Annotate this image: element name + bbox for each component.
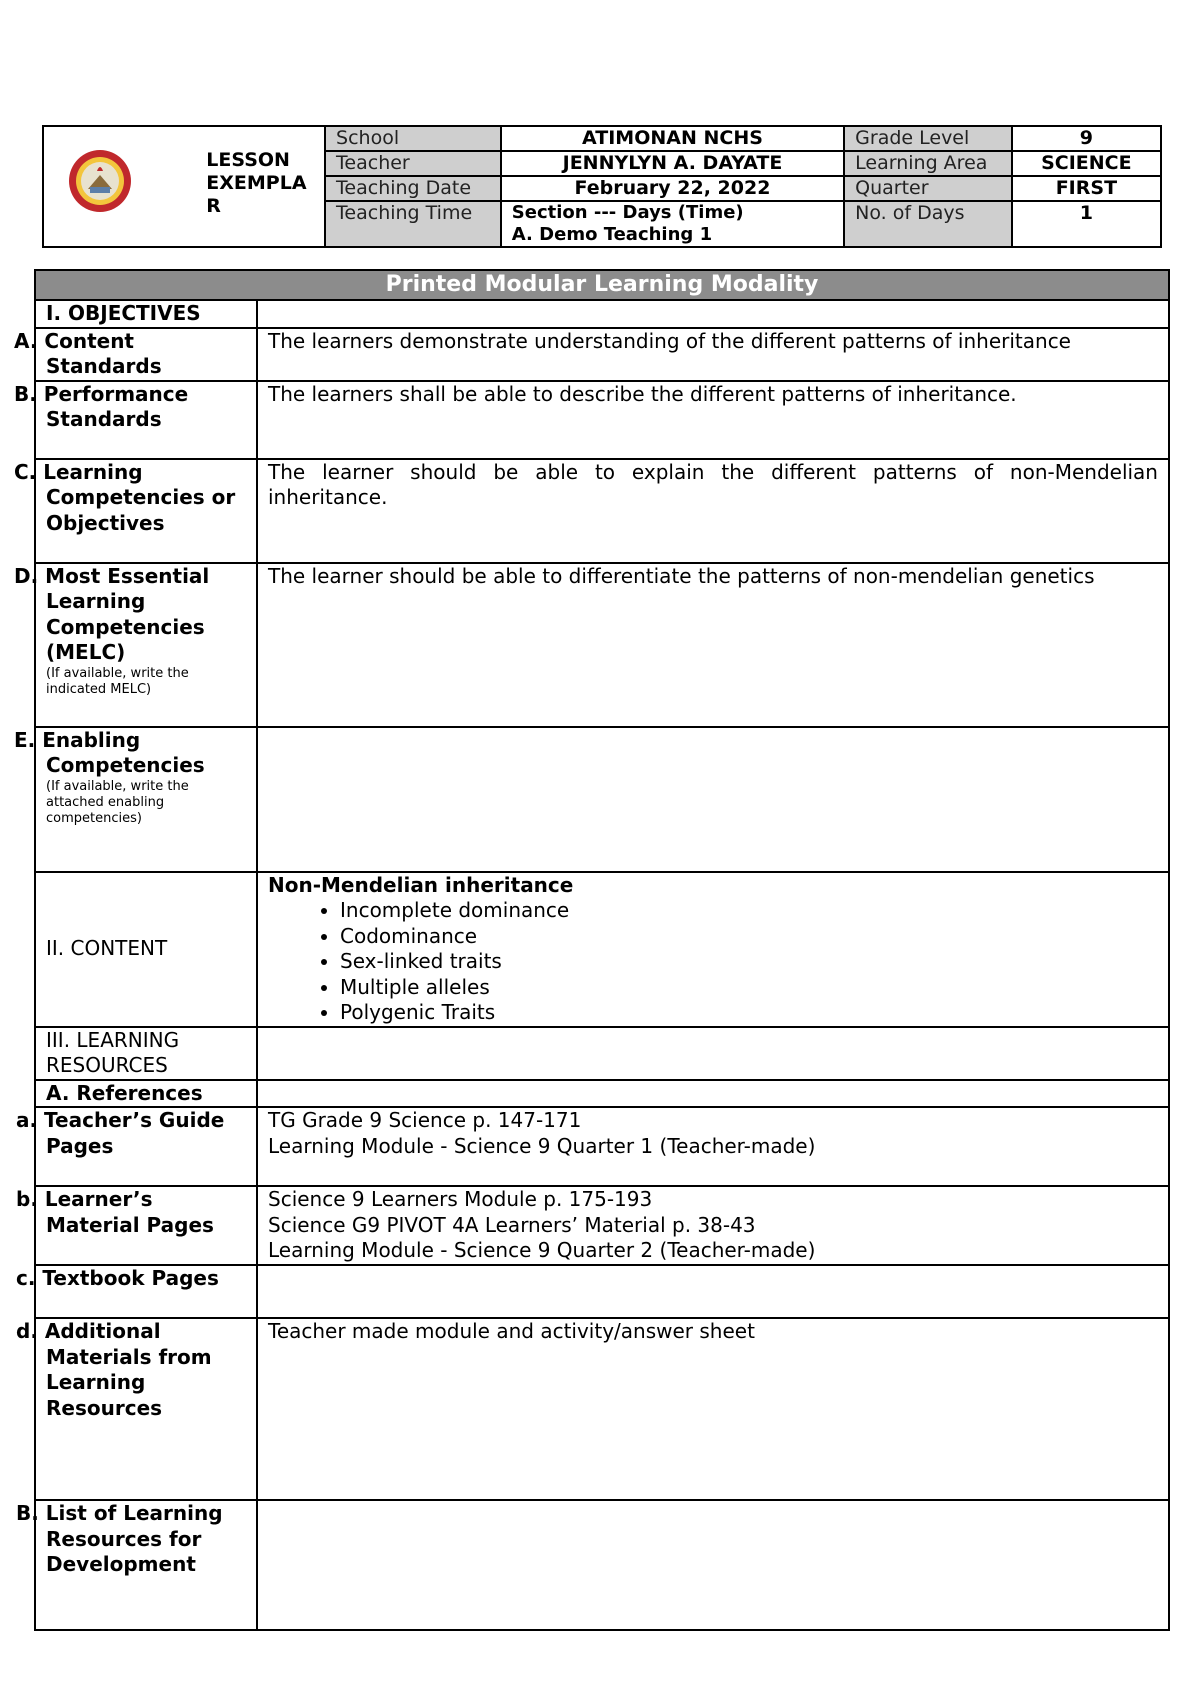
school-label: School bbox=[325, 126, 501, 151]
teaching-time-label: Teaching Time bbox=[325, 201, 501, 247]
learners-material-line: Learning Module - Science 9 Quarter 2 (Teacher-made) bbox=[268, 1238, 816, 1262]
list-item: • Incomplete dominance bbox=[340, 898, 1158, 924]
list-item: • Multiple alleles bbox=[340, 975, 1158, 1001]
teaching-date-label: Teaching Date bbox=[325, 176, 501, 201]
additional-materials-value: Teacher made module and activity/answer sheet bbox=[257, 1318, 1169, 1500]
teacher-label: Teacher bbox=[325, 151, 501, 176]
quarter-value: FIRST bbox=[1012, 176, 1161, 201]
melc-label: D. Most Essential Learning Competencies (MELC) bbox=[14, 563, 210, 664]
content-title: Non-Mendelian inheritance bbox=[268, 872, 574, 897]
content-list bbox=[268, 898, 1158, 1026]
learning-competencies-value: The learner should be able to explain the different patterns of non-Mendelian inheritance. bbox=[257, 459, 1169, 563]
content-standards-value: The learners demonstrate understanding of the different patterns of inheritance bbox=[257, 328, 1169, 381]
additional-materials-label: d. Additional Materials from Learning Resources bbox=[35, 1318, 257, 1500]
enabling-value bbox=[257, 727, 1169, 872]
modality-banner: Printed Modular Learning Modality bbox=[35, 270, 1169, 300]
teacher-value: JENNYLYN A. DAYATE bbox=[501, 151, 844, 176]
learners-material-line: Science 9 Learners Module p. 175-193 bbox=[268, 1187, 653, 1211]
teachers-guide-label: a. Teacher’s Guide Pages bbox=[35, 1107, 257, 1186]
lesson-title: LESSON EXEMPLA R bbox=[196, 126, 325, 247]
teaching-date-value: February 22, 2022 bbox=[501, 176, 844, 201]
melc-value: The learner should be able to differentiate the patterns of non-mendelian genetics bbox=[257, 563, 1169, 727]
quarter-label: Quarter bbox=[844, 176, 1012, 201]
school-seal-icon bbox=[68, 149, 132, 213]
learners-material-cell bbox=[257, 1186, 1169, 1265]
school-value: ATIMONAN NCHS bbox=[501, 126, 844, 151]
enabling-note: (If available, write the attached enabling competencies) bbox=[46, 778, 189, 826]
references-blank bbox=[257, 1080, 1169, 1108]
learning-resources-blank bbox=[257, 1027, 1169, 1080]
melc-cell bbox=[14, 563, 257, 727]
references-label: A. References bbox=[35, 1080, 257, 1108]
content-standards-label: A. Content Standards bbox=[35, 328, 257, 381]
teaching-time-line2: A. Demo Teaching 1 bbox=[511, 224, 713, 245]
list-resources-label: B. List of Learning Resources for Development bbox=[35, 1500, 257, 1630]
teachers-guide-cell bbox=[257, 1107, 1169, 1186]
grade-level-label: Grade Level bbox=[844, 126, 1012, 151]
grade-level-value: 9 bbox=[1012, 126, 1161, 151]
objectives-blank bbox=[257, 300, 1169, 328]
textbook-pages-blank bbox=[257, 1265, 1169, 1318]
teaching-time-value bbox=[501, 201, 844, 247]
list-item: • Codominance bbox=[340, 924, 1158, 950]
days-label: No. of Days bbox=[844, 201, 1012, 247]
performance-standards-label: B. Performance Standards bbox=[35, 381, 257, 459]
days-value: 1 bbox=[1012, 201, 1161, 247]
learning-area-value: SCIENCE bbox=[1012, 151, 1161, 176]
learning-area-label: Learning Area bbox=[844, 151, 1012, 176]
objectives-heading: I. OBJECTIVES bbox=[35, 300, 257, 328]
logo-cell bbox=[43, 126, 196, 247]
enabling-label: E. Enabling Competencies bbox=[14, 727, 205, 777]
content-heading: II. CONTENT bbox=[35, 872, 257, 1027]
teachers-guide-line: Learning Module - Science 9 Quarter 1 (Teacher-made) bbox=[268, 1133, 816, 1158]
performance-standards-value: The learners shall be able to describe the different patterns of inheritance. bbox=[257, 381, 1169, 459]
list-item: • Polygenic Traits bbox=[340, 1000, 1158, 1026]
learners-material-label: b. Learner’s Material Pages bbox=[35, 1186, 257, 1265]
learning-resources-heading: III. LEARNING RESOURCES bbox=[35, 1027, 257, 1080]
learning-competencies-label: C. Learning Competencies or Objectives bbox=[35, 459, 257, 563]
teaching-time-line1: Section --- Days (Time) bbox=[511, 202, 744, 223]
textbook-pages-label: c. Textbook Pages bbox=[35, 1265, 257, 1318]
lesson-table bbox=[14, 269, 1170, 1631]
list-item: • Sex-linked traits bbox=[340, 949, 1158, 975]
enabling-cell bbox=[14, 727, 257, 872]
list-resources-blank bbox=[257, 1500, 1169, 1630]
learners-material-line: Science G9 PIVOT 4A Learners’ Material p. 38-43 bbox=[268, 1212, 756, 1237]
header-table bbox=[42, 125, 1162, 248]
teachers-guide-line: TG Grade 9 Science p. 147-171 bbox=[268, 1108, 582, 1132]
melc-note: (If available, write the indicated MELC) bbox=[46, 665, 189, 697]
content-cell bbox=[257, 872, 1169, 1027]
